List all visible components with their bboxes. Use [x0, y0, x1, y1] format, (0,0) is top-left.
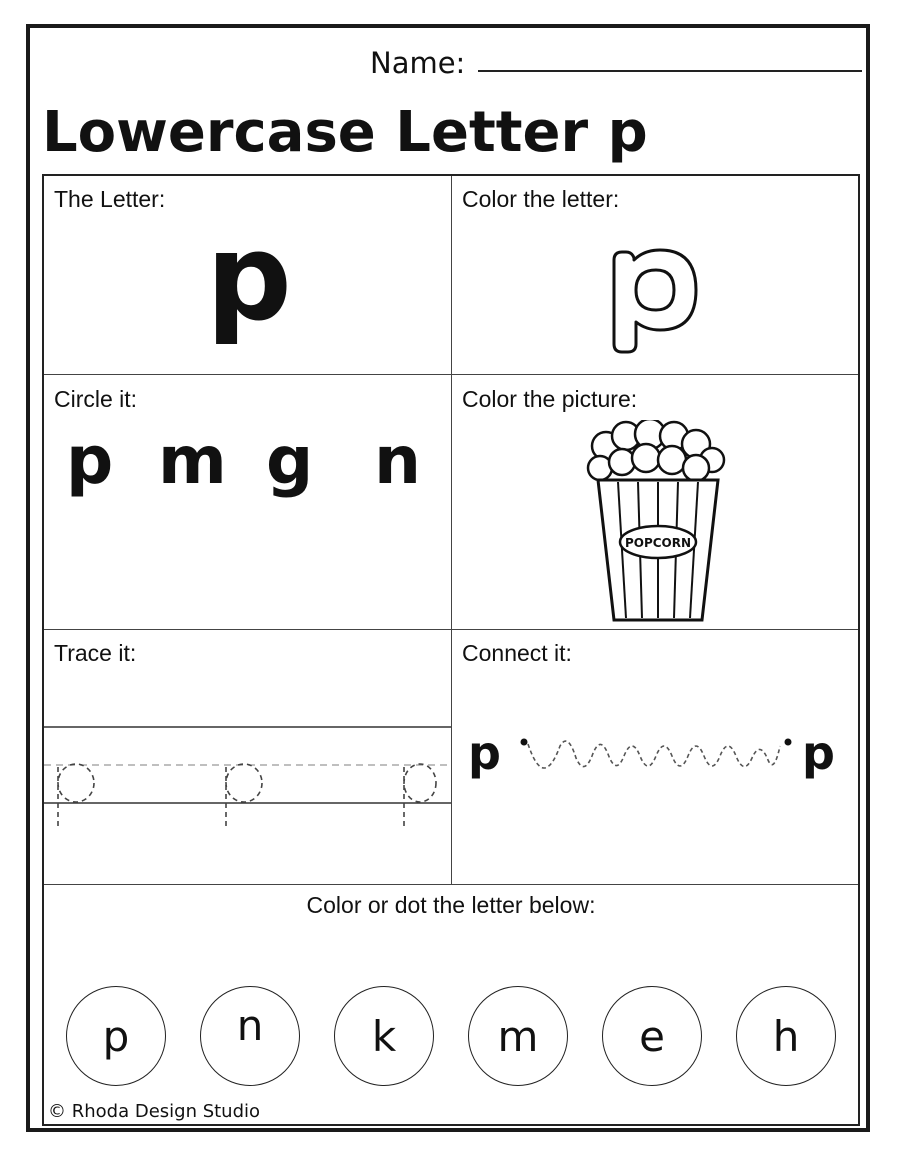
- dot-circle-k[interactable]: [334, 986, 434, 1086]
- grid-divider-row-2: [44, 629, 858, 630]
- popcorn-label: POPCORN: [624, 536, 692, 550]
- name-label: Name:: [370, 46, 466, 80]
- dot-circle-h[interactable]: [736, 986, 836, 1086]
- the-letter-display: p: [206, 209, 292, 348]
- worksheet-grid: [42, 174, 860, 1126]
- grid-divider-row-1: [44, 374, 858, 375]
- dot-letter: m: [497, 1011, 539, 1061]
- grid-divider-row-3: [44, 884, 858, 885]
- outline-letter-p[interactable]: [600, 206, 710, 356]
- dot-circle-e[interactable]: [602, 986, 702, 1086]
- dot-letter: h: [772, 1011, 800, 1061]
- connect-end-letter: p: [802, 726, 835, 780]
- circle-choice-n[interactable]: n: [374, 422, 421, 499]
- dot-section-label: Color or dot the letter below:: [306, 892, 596, 918]
- page-title: Lowercase Letter p: [42, 100, 648, 165]
- dot-letter: e: [639, 1011, 665, 1061]
- name-field-label-row: [370, 40, 465, 80]
- circle-choice-p[interactable]: p: [66, 422, 114, 499]
- copyright-text: © Rhoda Design Studio: [48, 1101, 261, 1122]
- connect-start-letter: p: [468, 726, 501, 780]
- trace-lines[interactable]: [44, 721, 451, 831]
- color-picture-label: Color the picture:: [462, 386, 638, 412]
- dot-letter: p: [102, 1011, 130, 1061]
- name-input-line[interactable]: [478, 70, 862, 72]
- circle-choice-g[interactable]: g: [266, 422, 314, 499]
- connect-zigzag-path[interactable]: [518, 734, 798, 778]
- circle-it-label: Circle it:: [54, 386, 138, 412]
- dot-letter: n: [236, 1001, 264, 1050]
- dot-circle-m[interactable]: [468, 986, 568, 1086]
- trace-it-label: Trace it:: [54, 640, 137, 666]
- connect-it-label: Connect it:: [462, 640, 572, 666]
- dot-circle-p[interactable]: [66, 986, 166, 1086]
- dot-letter: k: [371, 1011, 397, 1061]
- the-letter-label: The Letter:: [54, 186, 166, 212]
- circle-choice-m[interactable]: m: [158, 422, 227, 499]
- dot-circle-n[interactable]: [200, 986, 300, 1086]
- popcorn-icon[interactable]: [584, 420, 732, 626]
- color-letter-cell: [452, 176, 858, 374]
- color-letter-label: Color the letter:: [462, 186, 620, 212]
